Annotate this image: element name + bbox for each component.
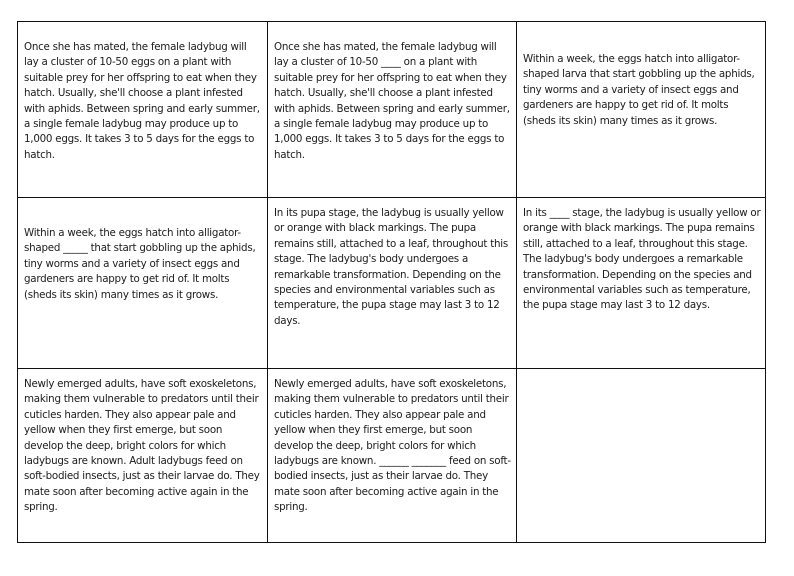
cell-eggs-answer	[18, 22, 268, 198]
cell-text: Once she has mated, the female ladybug will lay a cluster of 10-50 eggs on a plant with suitable prey for her offspring to eat when they hatch. Usually, she'll choose a plant infested with aphids. Between spring and early summer, a single female ladybug may produce up to 1,000 eggs. It takes 3 to 5 days for the eggs to hatch.	[24, 41, 260, 161]
cell-text: Newly emerged adults, have soft exoskeletons, making them vulnerable to predators until their cuticles harden. They also appear pale and yellow when they first emerge, but soon develop the deep, bright colors for which ladybugs are known. Adult ladybugs feed on soft-bodied insects, just as their larvae do. They mate soon after becoming active again in the spring.	[24, 378, 260, 514]
cell-text: In its ____ stage, the ladybug is usually yellow or orange with black markings. The pupa remains still, attached to a leaf, throughout this stage. The ladybug's body undergoes a remarkable transformation. Depending on the species and environmental variables such as temperature, the pupa stage may last 3 to 12 days.	[523, 207, 761, 312]
cell-text: Once she has mated, the female ladybug will lay a cluster of 10-50 ____ on a plant with suitable prey for her offspring to eat when they hatch. Usually, she'll choose a plant infested with aphids. Between spring and early summer, a single female ladybug may produce up to 1,000 eggs. It takes 3 to 5 days for the eggs to hatch.	[274, 41, 510, 161]
ladybug-life-cycle-worksheet	[17, 21, 766, 543]
cell-larva-blank	[18, 198, 268, 369]
cell-text: Within a week, the eggs hatch into alligator-shaped larva that start gobbling up the aphids, tiny worms and a variety of insect eggs and gardeners are happy to get rid of. It molts (sheds its skin) many times as it grows.	[523, 53, 755, 127]
cell-pupa-answer	[268, 198, 517, 369]
cell-pupa-blank	[517, 198, 766, 369]
cell-larva-answer	[517, 22, 766, 198]
cell-eggs-blank	[268, 22, 517, 198]
cell-text: In its pupa stage, the ladybug is usually yellow or orange with black markings. The pupa remains still, attached to a leaf, throughout this stage. The ladybug's body undergoes a remarkable transformation. Depending on the species and environmental variables such as temperature, the pupa stage may last 3 to 12 days.	[274, 207, 509, 327]
cell-text	[517, 369, 765, 381]
cell-text: Within a week, the eggs hatch into alligator-shaped _____ that start gobbling up the aphids, tiny worms and a variety of insect eggs and gardeners are happy to get rid of. It molts (sheds its skin) many times as it grows.	[24, 227, 256, 301]
cell-text: Newly emerged adults, have soft exoskeletons, making them vulnerable to predators until their cuticles harden. They also appear pale and yellow when they first emerge, but soon develop the deep, bright colors for which ladybugs are known. ______ _______ feed on soft-bodied insects, just as their larvae do. They mate soon after becoming active again in the spring.	[274, 378, 511, 514]
cell-adult-blank	[268, 369, 517, 543]
worksheet-row-adult	[18, 369, 766, 543]
worksheet-row-eggs	[18, 22, 766, 198]
cell-empty	[517, 369, 766, 543]
worksheet-row-larva-pupa	[18, 198, 766, 369]
cell-adult-answer	[18, 369, 268, 543]
